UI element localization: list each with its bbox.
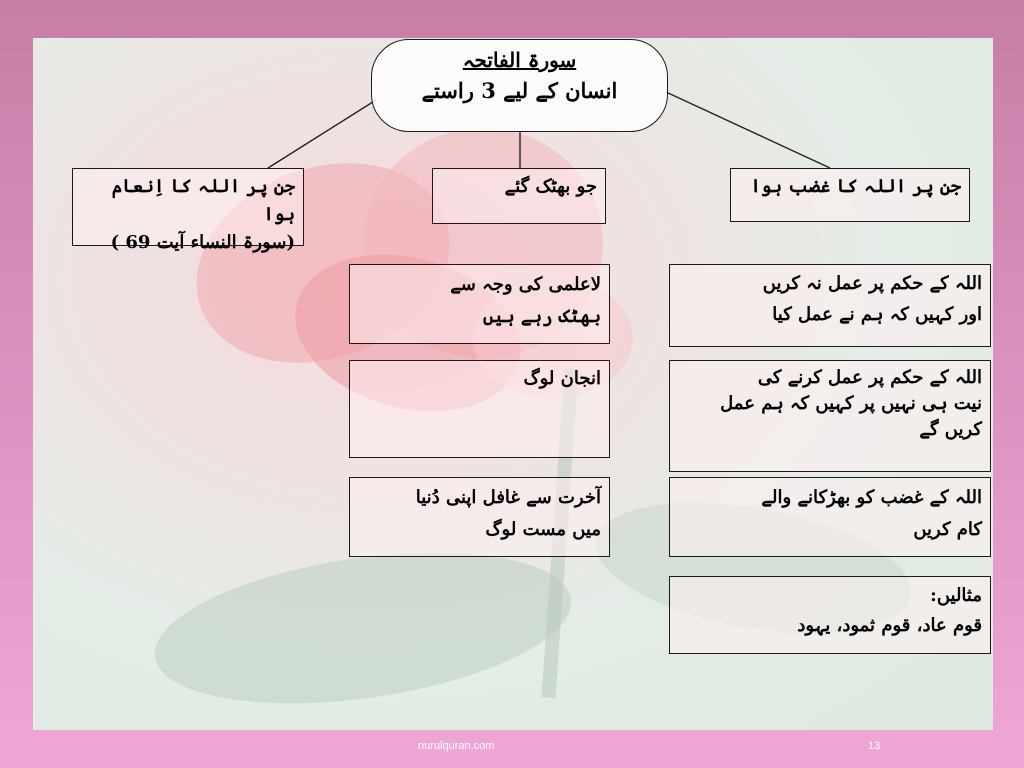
footer-site: nurulquran.com xyxy=(418,740,495,752)
wrath-item: اللہ کے حکم پر عمل نہ کریں اور کہیں کہ ہم نے عمل کیا xyxy=(669,264,991,347)
wrath-item: اللہ کے حکم پر عمل کرنے کی نیت ہی نہیں پر کہیں کہ ہم عمل کریں گے xyxy=(669,360,991,472)
connector-left xyxy=(268,100,376,168)
title-oval xyxy=(371,39,668,132)
diagram-title: سورۃ الفاتحہ xyxy=(462,48,577,72)
page-number: 13 xyxy=(868,740,881,752)
wrath-examples: مثالیں: قوم عاد، قوم ثمود، یہود xyxy=(669,576,991,654)
connector-right xyxy=(666,92,830,168)
wrath-item: اللہ کے غضب کو بھڑکانے والے کام کریں xyxy=(669,477,991,557)
astray-item: انجان لوگ xyxy=(349,360,610,458)
category-astray: جو بھٹک گئے xyxy=(432,168,606,224)
category-blessed: جن پر اللہ کا اِنعام ہوا (سورۃ النساء آیت 69 ) xyxy=(72,168,304,246)
diagram-subtitle: انسان کے لیے 3 راستے xyxy=(421,78,618,103)
astray-item: لاعلمی کی وجہ سے بھٹک رہے ہیں xyxy=(349,264,610,344)
category-wrath: جن پر اللہ کا غضب ہوا xyxy=(730,168,970,222)
astray-item: آخرت سے غافل اپنی دُنیا میں مست لوگ xyxy=(349,477,610,557)
